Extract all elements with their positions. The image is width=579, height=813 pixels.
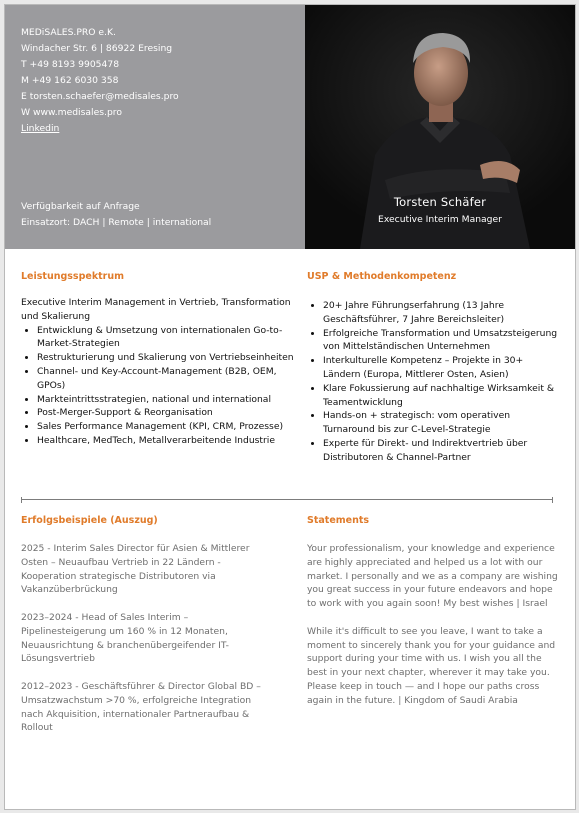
cv-page <box>4 4 576 810</box>
list-item: • Post-Merger-Support & Reorganisation <box>37 406 301 420</box>
phone: T +49 8193 9905478 <box>21 59 120 70</box>
contact-block <box>21 25 179 137</box>
usp-list <box>307 299 559 465</box>
work-location: Einsatzort: DACH | Remote | international <box>21 217 212 228</box>
list-item: • Hands-on + strategisch: vom operativen Turnaround bis zur C-Level-Strategie <box>323 409 559 437</box>
header-band <box>5 5 575 249</box>
services-section <box>21 296 301 448</box>
successes-section <box>21 542 261 749</box>
portrait-photo <box>305 5 575 249</box>
company-name: MEDiSALES.PRO e.K. <box>21 27 116 38</box>
person-name: Torsten Schäfer <box>393 195 487 209</box>
statements-section <box>307 542 559 721</box>
list-item: • Klare Fokussierung auf nachhaltige Wirksamkeit & Teamentwicklung <box>323 382 559 410</box>
success-item: 2025 - Interim Sales Director für Asien & Mittlerer Osten – Neuaufbau Vertrieb in 22 Ländern - Kooperation strategische Distributoren via Vakanzüberbrückung <box>21 543 250 596</box>
statements-heading: Statements <box>307 515 370 526</box>
portrait-panel <box>305 5 575 249</box>
person-role: Executive Interim Manager <box>378 214 502 225</box>
address: Windacher Str. 6 | 86922 Eresing <box>21 43 173 54</box>
contact-panel <box>5 5 305 249</box>
services-list <box>21 324 301 448</box>
list-item: • Entwicklung & Umsetzung von internationalen Go-to-Market-Strategien <box>37 324 301 352</box>
statement-item: Your professionalism, your knowledge and experience are highly appreciated and helped us a lot with our market. I personally and we as a company are wishing you great success in your future endeavors and hope to work with you again soon! My best wishes | Israel <box>307 543 558 610</box>
linkedin-link[interactable]: Linkedin <box>21 123 60 134</box>
success-item: 2012–2023 - Geschäftsführer & Director Global BD – Umsatzwachstum >70 %, erfolgreiche Integration nach Akquisition, internationaler Partneraufbau & Rollout <box>21 680 261 734</box>
list-item: • Restrukturierung und Skalierung von Vertriebseinheiten <box>37 351 301 365</box>
usp-heading: USP & Methodenkompetenz <box>307 271 457 282</box>
services-intro: Executive Interim Management in Vertrieb, Transformation und Skalierung <box>21 297 291 322</box>
list-item: • Channel- und Key-Account-Management (B2B, OEM, GPOs) <box>37 365 301 393</box>
list-item: • Markteintrittsstrategien, national und international <box>37 393 301 407</box>
website-link[interactable]: W www.medisales.pro <box>21 107 122 118</box>
successes-heading: Erfolgsbeispiele (Auszug) <box>21 515 158 526</box>
statement-item: While it's difficult to see you leave, I want to take a moment to sincerely thank you for your guidance and support during your time with us. I wish you all the best in your next chapter, wherever it may take you. Please keep in touch — and I hope our paths cross again in the future. | Kingdom of Saudi Arabia <box>307 625 556 706</box>
list-item: • Sales Performance Management (KPI, CRM, Prozesse) <box>37 420 301 434</box>
mobile: M +49 162 6030 358 <box>21 75 119 86</box>
email-link[interactable]: E torsten.schaefer@medisales.pro <box>21 91 179 102</box>
list-item: • Interkulturelle Kompetenz – Projekte in 30+ Ländern (Europa, Mittlerer Osten, Asien) <box>323 354 559 382</box>
availability-block <box>21 199 211 231</box>
usp-section <box>307 299 559 465</box>
list-item: • Healthcare, MedTech, Metallverarbeitende Industrie <box>37 434 301 448</box>
services-heading: Leistungsspektrum <box>21 271 125 282</box>
success-item: 2023–2024 - Head of Sales Interim – Pipelinesteigerung um 160 % in 12 Monaten, Neuausrichtung & branchenübergeifender IT-Lösungsvertrieb <box>21 611 229 665</box>
list-item: • Erfolgreiche Transformation und Umsatzsteigerung von Mittelständischen Unternehmen <box>323 327 559 355</box>
list-item: • Experte für Direkt- und Indirektvertrieb über Distributoren & Channel-Partner <box>323 437 559 465</box>
list-item: • 20+ Jahre Führungserfahrung (13 Jahre Geschäftsführer, 7 Jahre Bereichsleiter) <box>323 299 559 327</box>
section-divider <box>21 499 553 500</box>
availability: Verfügbarkeit auf Anfrage <box>21 201 140 212</box>
